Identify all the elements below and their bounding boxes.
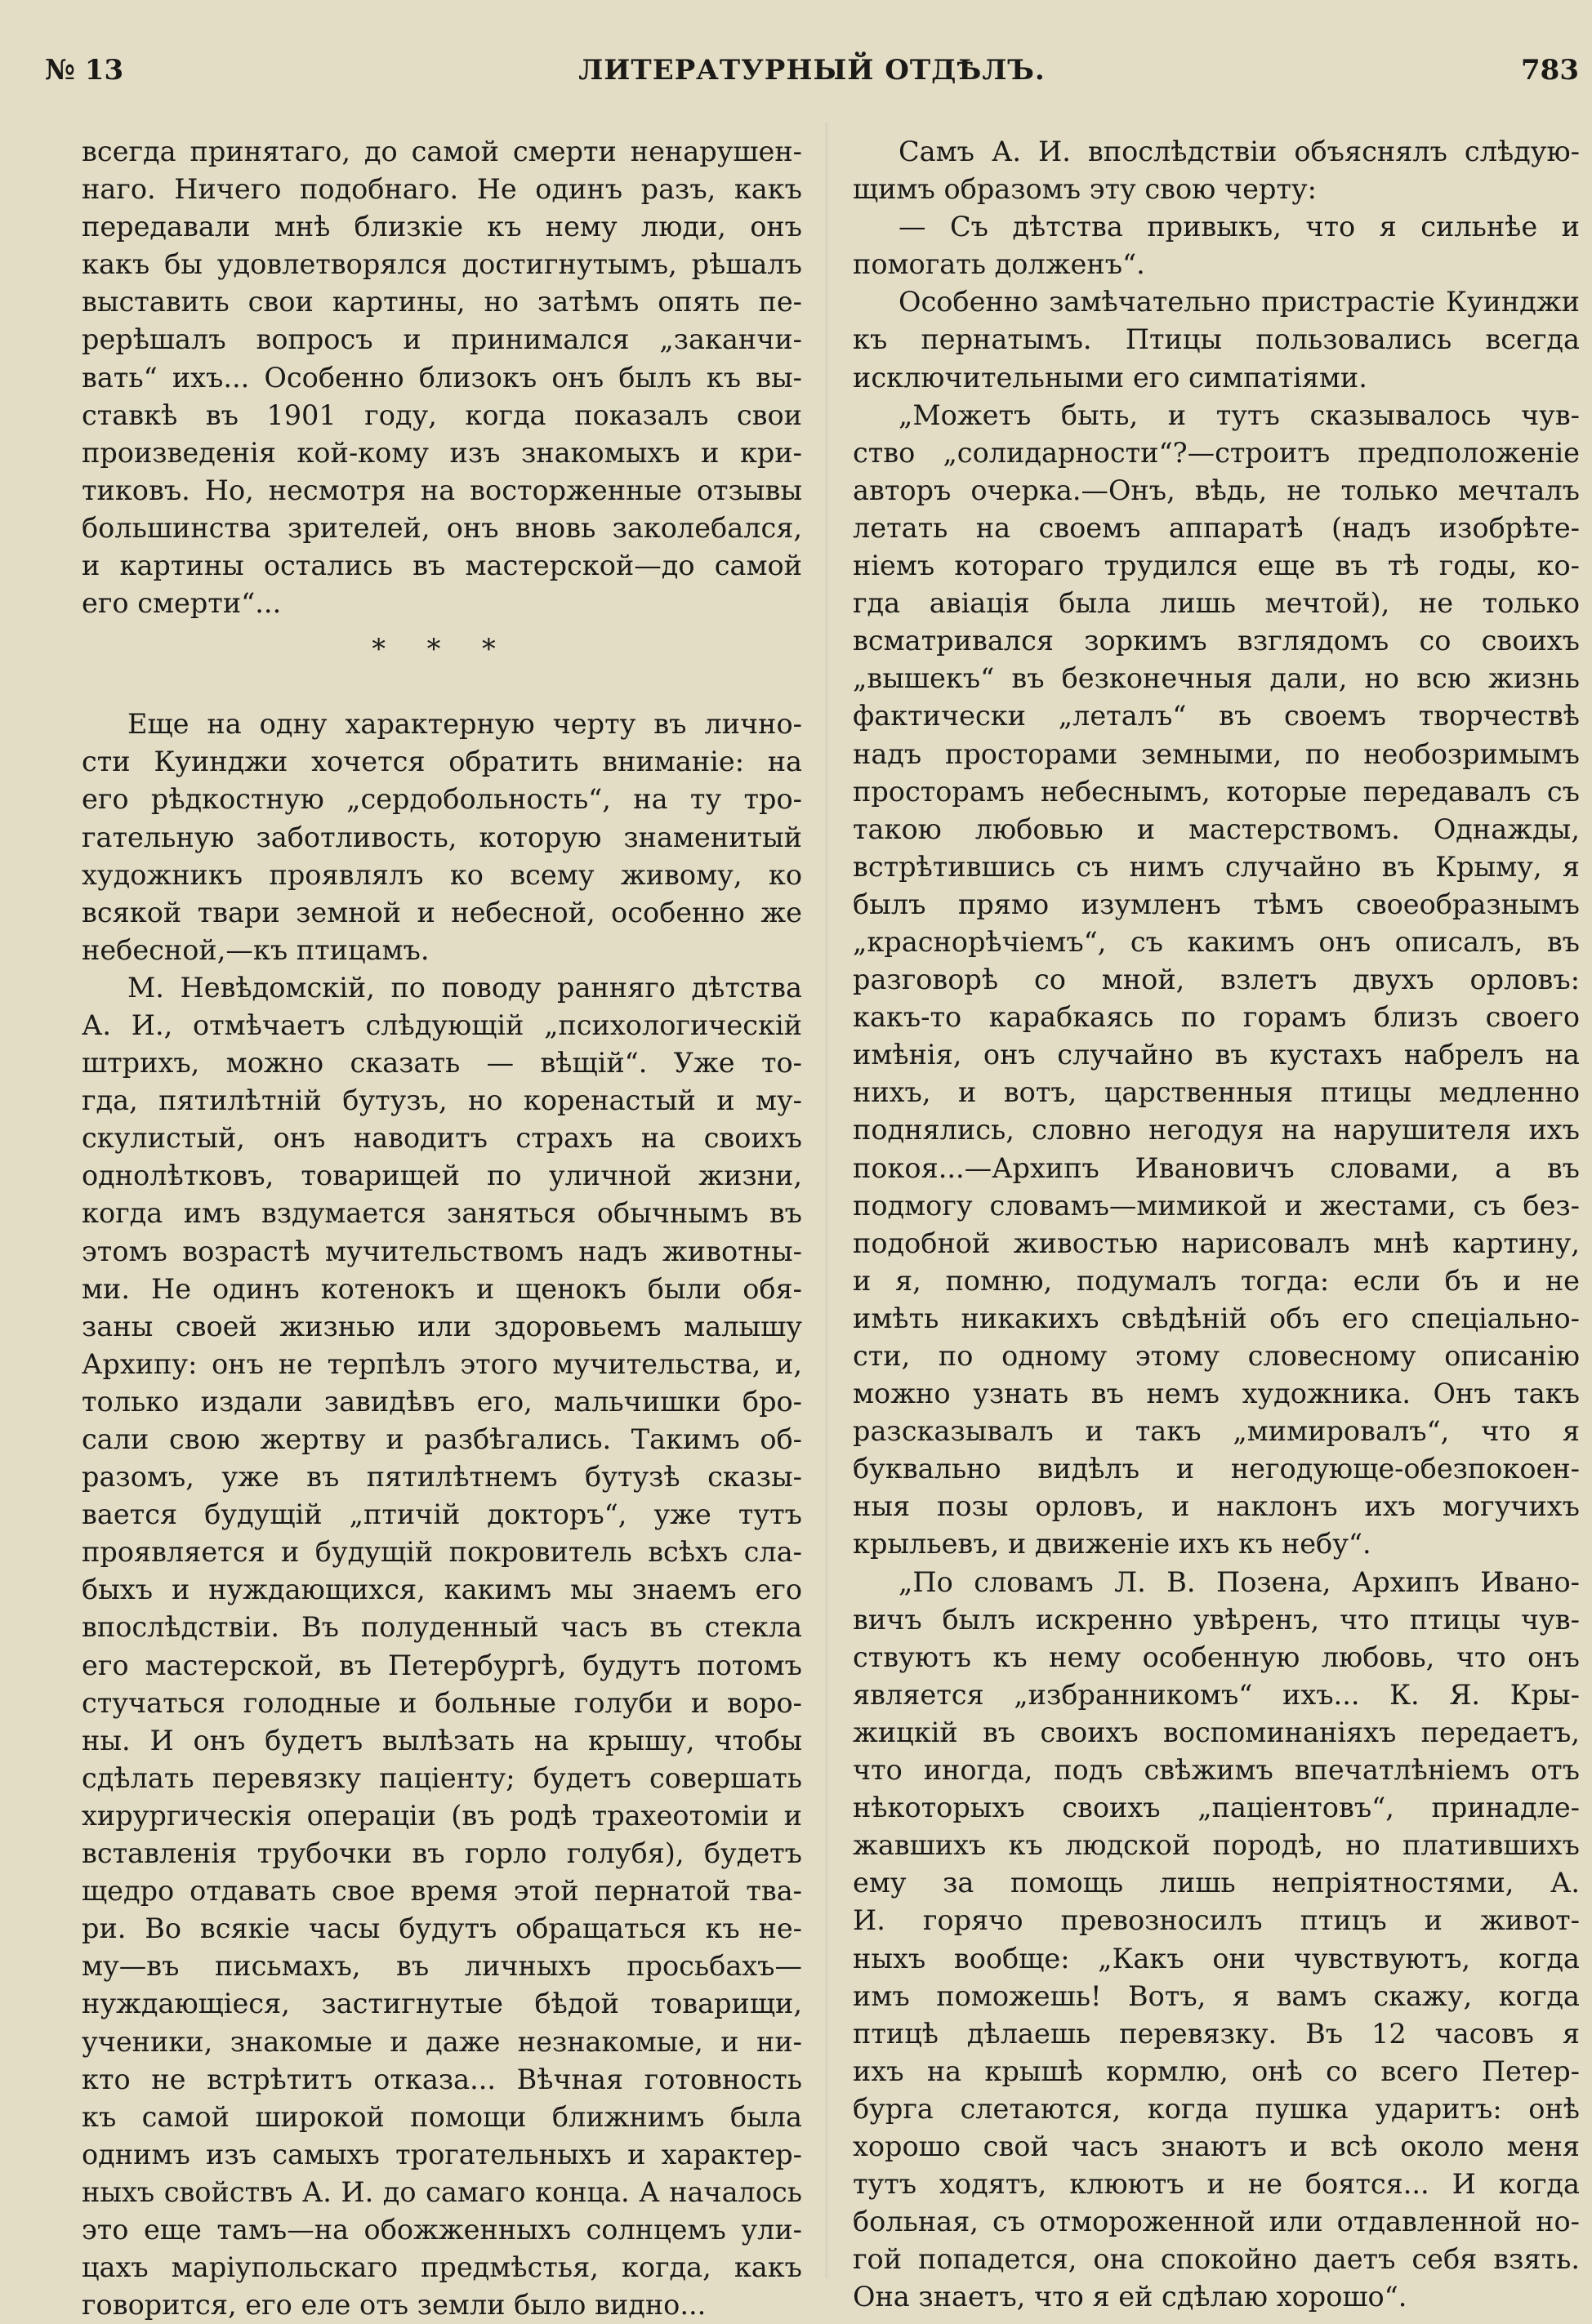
- text-line: разсказывалъ и такъ „мимировалъ“, что я: [853, 1415, 1580, 1448]
- text-line: встрѣтившись съ нимъ случайно въ Крыму, я: [853, 850, 1580, 883]
- text-line: птицѣ дѣлаешь перевязку. Въ 12 часовъ я: [853, 2017, 1580, 2050]
- text-line: этомъ возрастѣ мучительствомъ надъ животны-: [82, 1235, 802, 1267]
- text-line: и картины остались въ мастерской—до самой: [82, 550, 802, 582]
- text-line: покоя...—Архипъ Ивановичъ словами, а въ: [853, 1151, 1580, 1184]
- text-line: штрихъ, можно сказать — вѣщій“. Уже то-: [82, 1047, 802, 1080]
- text-line: М. Невѣдомскій, по поводу ранняго дѣтства: [127, 971, 802, 1004]
- text-line: художникъ проявлялъ ко всему живому, ко: [82, 858, 802, 891]
- text-line: хорошо свой часъ знаютъ и всѣ около меня: [853, 2130, 1580, 2162]
- section-separator-stars: * * *: [372, 633, 512, 666]
- text-line: наго. Ничего подобнаго. Не одинъ разъ, какъ: [82, 173, 802, 206]
- text-line: быхъ и нуждающихся, какимъ мы знаемъ его: [82, 1574, 802, 1606]
- text-line: это еще тамъ—на обожженныхъ солнцемъ ули-: [82, 2213, 802, 2246]
- text-line: тиковъ. Но, несмотря на восторженные отзывы: [82, 474, 802, 506]
- text-line: всегда принятаго, до самой смерти ненарушен-: [82, 136, 802, 167]
- text-line: Самъ А. И. впослѣдствіи объяснялъ слѣдую-: [899, 136, 1580, 167]
- text-line: „краснорѣчіемъ“, съ какимъ онъ описалъ, въ: [853, 925, 1580, 958]
- text-line: небесной,—къ птицамъ.: [82, 933, 430, 966]
- text-line: И. горячо превозносилъ птицъ и живот-: [853, 1904, 1580, 1937]
- text-line: фактически „леталъ“ въ своемъ творчествѣ: [853, 700, 1580, 732]
- text-line: подмогу словамъ—мимикой и жестами, съ без-: [853, 1189, 1580, 1222]
- text-line: имъ поможешь! Вотъ, я вамъ скажу, когда: [853, 1979, 1580, 2012]
- section-title: ЛИТЕРАТУРНЫЙ ОТДѢЛЪ.: [578, 54, 1046, 87]
- text-line: ныхъ свойствъ А. И. до самаго конца. А началось: [82, 2175, 802, 2208]
- text-line: когда имъ вздумается заняться обычнымъ въ: [82, 1197, 802, 1230]
- text-line: рерѣшалъ вопросъ и принимался „заканчи-: [82, 323, 802, 356]
- text-line: сти Куинджи хочется обратить вниманіе: на: [82, 746, 802, 778]
- text-line: что иногда, подъ свѣжимъ впечатлѣніемъ отъ: [853, 1754, 1580, 1787]
- text-line: Еще на одну характерную черту въ лично-: [127, 708, 802, 741]
- text-line: больная, съ отмороженной или отдавленной но-: [853, 2206, 1580, 2238]
- issue-number: № 13: [45, 54, 124, 87]
- text-line: говорится, его еле отъ земли было видно...: [82, 2289, 707, 2322]
- right-paragraph-block: [853, 133, 1580, 2316]
- text-line: ство „солидарности“?—строитъ предположеніе: [853, 436, 1580, 469]
- text-line: произведенія кой-кому изъ знакомыхъ и кри-: [82, 436, 802, 469]
- text-line: „вышекъ“ въ безконечныя дали, но всю жизнь: [853, 662, 1580, 695]
- text-line: тутъ ходятъ, клюютъ и не боятся... И когда: [853, 2168, 1580, 2201]
- text-line: и я, помню, подумалъ тогда: если бъ и не: [853, 1264, 1580, 1297]
- text-line: „По словамъ Л. В. Позена, Архипъ Ивано-: [899, 1565, 1580, 1598]
- text-line: стучаться голодные и больные голуби и воро-: [82, 1686, 802, 1719]
- text-line: ніемъ котораго трудился еще въ тѣ годы, ко-: [853, 550, 1580, 582]
- text-line: передавали мнѣ близкіе къ нему люди, онъ: [82, 211, 802, 243]
- page-header: [45, 47, 1579, 93]
- text-line: А. И., отмѣчаетъ слѣдующій „психологическій: [82, 1008, 802, 1041]
- text-line: щимъ образомъ эту свою черту:: [853, 173, 1317, 206]
- text-line: скулистый, онъ наводитъ страхъ на своихъ: [82, 1122, 802, 1155]
- text-line: нихъ, и вотъ, царственныя птицы медленно: [853, 1076, 1580, 1109]
- page-number: 783: [1521, 54, 1579, 87]
- text-line: „Можетъ быть, и тутъ сказывалось чув-: [899, 398, 1580, 431]
- text-line: вставленія трубочки въ горло голубя), будетъ: [82, 1837, 802, 1870]
- text-line: ствуютъ къ нему особенную любовь, что онъ: [853, 1641, 1580, 1673]
- text-line: вичъ былъ искренно увѣренъ, что птицы чув-: [853, 1603, 1580, 1636]
- right-column: [853, 133, 1580, 2316]
- text-line: сти, по одному этому словесному описанію: [853, 1340, 1580, 1372]
- text-line: имѣть никакихъ свѣдѣній объ его спеціально-: [853, 1302, 1580, 1334]
- left-column: [82, 133, 802, 2324]
- text-line: былъ прямо изумленъ тѣмъ своеобразнымъ: [853, 888, 1580, 920]
- text-line: ихъ на крышѣ кормлю, онѣ со всего Петер-: [853, 2055, 1580, 2087]
- text-line: му—въ письмахъ, въ личныхъ просьбахъ—: [82, 1950, 802, 1983]
- text-line: кто не встрѣтитъ отказа... Вѣчная готовность: [82, 2063, 802, 2095]
- text-line: ставкѣ въ 1901 году, когда показалъ свои: [82, 398, 802, 431]
- text-line: ми. Не одинъ котенокъ и щенокъ были обя-: [82, 1272, 802, 1305]
- text-line: гда, пятилѣтній бутузъ, но коренастый и му-: [82, 1084, 802, 1117]
- text-line: однимъ изъ самыхъ трогательныхъ и характер-: [82, 2138, 802, 2170]
- text-line: бурга слетаются, когда пушка ударитъ: онѣ: [853, 2092, 1580, 2125]
- text-line: разомъ, уже въ пятилѣтнемъ бутузѣ сказы-: [82, 1461, 802, 1494]
- text-line: поднялись, словно негодуя на нарушителя ихъ: [853, 1114, 1580, 1146]
- text-line: ему за помощь лишь непріятностями, А.: [853, 1867, 1580, 1899]
- text-line: ученики, знакомые и даже незнакомые, и ни-: [82, 2025, 802, 2058]
- text-line: просторамъ небеснымъ, которые передавалъ съ: [853, 775, 1580, 808]
- text-line: цахъ маріупольскаго предмѣстья, когда, какъ: [82, 2251, 802, 2284]
- left-paragraph-block-2: [82, 706, 802, 2324]
- text-line: его мастерской, въ Петербургѣ, будутъ потомъ: [82, 1649, 802, 1681]
- text-line: имѣнія, онъ случайно въ кустахъ набрелъ на: [853, 1039, 1580, 1071]
- text-line: впослѣдствіи. Въ полуденный часъ въ стекла: [82, 1611, 802, 1644]
- text-line: надъ просторами земными, по необозримымъ: [853, 737, 1580, 770]
- text-line: — Съ дѣтства привыкъ, что я сильнѣе и: [899, 211, 1580, 243]
- text-line: всякой твари земной и небесной, особенно же: [82, 896, 802, 928]
- text-line: разговорѣ со мной, взлетъ двухъ орловъ:: [853, 964, 1580, 996]
- text-line: проявляется и будущій покровитель всѣхъ сла-: [82, 1536, 802, 1569]
- text-line: только издали завидѣвъ его, мальчишки бро-: [82, 1385, 802, 1418]
- text-line: такою любовью и мастерствомъ. Однажды,: [853, 813, 1580, 845]
- text-line: летать на своемъ аппаратѣ (надъ изобрѣте-: [853, 511, 1580, 544]
- text-line: къ самой широкой помощи ближнимъ была: [82, 2100, 802, 2133]
- text-line: сали свою жертву и разбѣгались. Такимъ об-: [82, 1423, 802, 1455]
- text-line: ны. И онъ будетъ вылѣзать на крышу, чтобы: [82, 1724, 802, 1756]
- text-line: подобной живостью нарисовалъ мнѣ картину,: [853, 1227, 1580, 1259]
- text-line: его рѣдкостную „сердобольность“, на ту тро-: [82, 783, 802, 816]
- text-line: хирургическія операціи (въ родѣ трахеотоміи и: [82, 1799, 802, 1832]
- text-line: Архипу: онъ не терпѣлъ этого мучительства, и,: [82, 1347, 802, 1380]
- text-line: его смерти“...: [82, 587, 282, 620]
- text-line: является „избранникомъ“ ихъ... К. Я. Кры-: [853, 1678, 1580, 1711]
- text-line: вать“ ихъ... Особенно близокъ онъ былъ къ вы-: [82, 361, 802, 394]
- text-line: буквально видѣлъ и негодующе-обезпокоен-: [853, 1453, 1580, 1485]
- text-line: ныя позы орловъ, и наклонъ ихъ могучихъ: [853, 1490, 1580, 1523]
- text-line: нуждающіеся, застигнутые бѣдой товарищи,: [82, 1988, 802, 2020]
- text-line: исключительными его симпатіями.: [853, 361, 1367, 394]
- text-line: Она знаетъ, что я ей сдѣлаю хорошо“.: [853, 2281, 1407, 2313]
- text-line: какъ бы удовлетворялся достигнутымъ, рѣшалъ: [82, 248, 802, 281]
- text-line: можно узнать въ немъ художника. Онъ такъ: [853, 1378, 1580, 1410]
- text-line: ныхъ вообще: „Какъ они чувствуютъ, когда: [853, 1942, 1580, 1975]
- column-gutter: [825, 122, 830, 2278]
- text-line: гда авіація была лишь мечтой), не только: [853, 587, 1580, 620]
- text-line: нѣкоторыхъ своихъ „паціентовъ“, принадле-: [853, 1792, 1580, 1824]
- text-line: жавшихъ къ людской породѣ, но платившихъ: [853, 1829, 1580, 1862]
- text-line: жицкій въ своихъ воспоминаніяхъ передаетъ,: [853, 1716, 1580, 1748]
- text-line: авторъ очерка.—Онъ, вѣдь, не только мечталъ: [853, 474, 1580, 506]
- text-line: крыльевъ, и движеніе ихъ къ небу“.: [853, 1528, 1371, 1560]
- text-line: всматривался зоркимъ взглядомъ со своихъ: [853, 625, 1580, 657]
- text-line: гательную заботливость, которую знаменитый: [82, 821, 802, 853]
- text-line: выставить свои картины, но затѣмъ опять пе-: [82, 286, 802, 318]
- text-line: сдѣлать перевязку паціенту; будетъ совершать: [82, 1761, 802, 1794]
- text-line: щедро отдавать свое время этой пернатой тва-: [82, 1875, 802, 1908]
- text-line: ри. Во всякіе часы будутъ обращаться къ не-: [82, 1912, 802, 1945]
- left-paragraph-block-1: [82, 133, 802, 622]
- text-line: вается будущій „птичій докторъ“, уже тутъ: [82, 1498, 802, 1531]
- text-line: какъ-то карабкаясь по горамъ близъ своего: [853, 1001, 1580, 1034]
- text-line: Особенно замѣчательно пристрастіе Куинджи: [899, 286, 1580, 318]
- text-line: гой попадется, она спокойно даетъ себя взять.: [853, 2243, 1580, 2276]
- text-line: къ пернатымъ. Птицы пользовались всегда: [853, 323, 1580, 356]
- text-line: однолѣтковъ, товарищей по уличной жизни,: [82, 1160, 802, 1192]
- text-line: заны своей жизнью или здоровьемъ малышу: [82, 1310, 802, 1342]
- text-line: большинства зрителей, онъ вновь заколебался,: [82, 511, 802, 544]
- text-line: помогать долженъ“.: [853, 248, 1145, 281]
